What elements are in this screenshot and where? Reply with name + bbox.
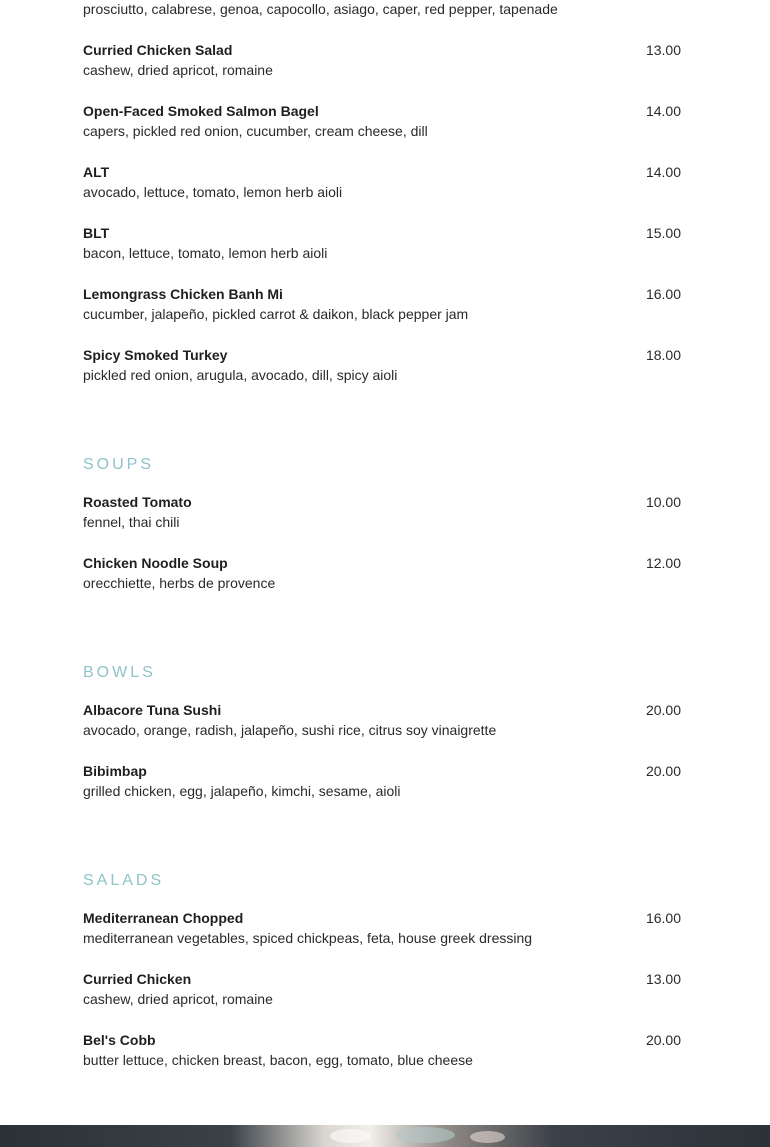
item-name: Chicken Noodle Soup: [83, 555, 228, 571]
item-name: ALT: [83, 164, 110, 180]
item-name: Open-Faced Smoked Salmon Bagel: [83, 103, 319, 119]
menu-item: [83, 345, 681, 406]
item-description: grilled chicken, egg, jalapeño, kimchi, sesame, aioli: [83, 783, 401, 799]
item-name: Bel's Cobb: [83, 1032, 156, 1048]
item-description: butter lettuce, chicken breast, bacon, egg, tomato, blue cheese: [83, 1052, 473, 1068]
item-name: Mediterranean Chopped: [83, 910, 244, 926]
item-description: cucumber, jalapeño, pickled carrot & daikon, black pepper jam: [83, 306, 469, 322]
item-description: prosciutto, calabrese, genoa, capocollo, asiago, caper, red pepper, tapenade: [83, 1, 558, 17]
menu-item: [83, 700, 681, 761]
item-name: Roasted Tomato: [83, 494, 192, 510]
item-description: capers, pickled red onion, cucumber, cream cheese, dill: [83, 123, 428, 139]
menu-item: [83, 908, 681, 969]
item-name: BLT: [83, 225, 110, 241]
item-description: fennel, thai chili: [83, 514, 180, 530]
item-price: 10.00: [645, 494, 681, 510]
item-description: avocado, orange, radish, jalapeño, sushi rice, citrus soy vinaigrette: [83, 722, 497, 738]
item-name: Curried Chicken Salad: [83, 42, 233, 58]
item-price: 14.00: [645, 103, 681, 119]
item-description: avocado, lettuce, tomato, lemon herb aioli: [83, 184, 343, 200]
item-price: 15.00: [645, 225, 681, 241]
item-description: pickled red onion, arugula, avocado, dill, spicy aioli: [83, 367, 398, 383]
item-price: 12.00: [645, 555, 681, 571]
photo-highlight: [330, 1129, 370, 1143]
photo-highlight: [470, 1131, 505, 1143]
menu-item: [83, 284, 681, 345]
item-price: 20.00: [645, 1032, 681, 1048]
menu-item: [83, 0, 681, 19]
menu-item: [83, 969, 681, 1030]
item-description: cashew, dried apricot, romaine: [83, 991, 273, 1007]
item-description: bacon, lettuce, tomato, lemon herb aioli: [83, 245, 328, 261]
item-name: Albacore Tuna Sushi: [83, 702, 222, 718]
item-description: cashew, dried apricot, romaine: [83, 62, 273, 78]
item-name: Curried Chicken: [83, 971, 192, 987]
item-price: 20.00: [645, 702, 681, 718]
item-price: 14.00: [645, 164, 681, 180]
item-description: orecchiette, herbs de provence: [83, 575, 276, 591]
menu-item: [83, 101, 681, 162]
section-title-salads: SALADS: [83, 872, 165, 889]
menu-item: [83, 761, 681, 822]
item-price: 20.00: [645, 763, 681, 779]
item-price: 13.00: [645, 971, 681, 987]
menu-item: [83, 492, 681, 553]
menu-item: [83, 1030, 681, 1091]
section-title-bowls: BOWLS: [83, 664, 156, 681]
item-price: 13.00: [645, 42, 681, 58]
menu-item: [83, 223, 681, 284]
item-price: 16.00: [645, 910, 681, 926]
item-name: Lemongrass Chicken Banh Mi: [83, 286, 283, 302]
item-description: mediterranean vegetables, spiced chickpeas, feta, house greek dressing: [83, 930, 533, 946]
section-title-soups: SOUPS: [83, 456, 155, 473]
item-name: Spicy Smoked Turkey: [83, 347, 228, 363]
item-price: 16.00: [645, 286, 681, 302]
menu-item: [83, 40, 681, 101]
item-price: 18.00: [645, 347, 681, 363]
menu-item: [83, 553, 681, 614]
menu-item: [83, 162, 681, 223]
food-photo-banner: [0, 1125, 770, 1147]
photo-highlight: [395, 1127, 455, 1143]
item-name: Bibimbap: [83, 763, 147, 779]
